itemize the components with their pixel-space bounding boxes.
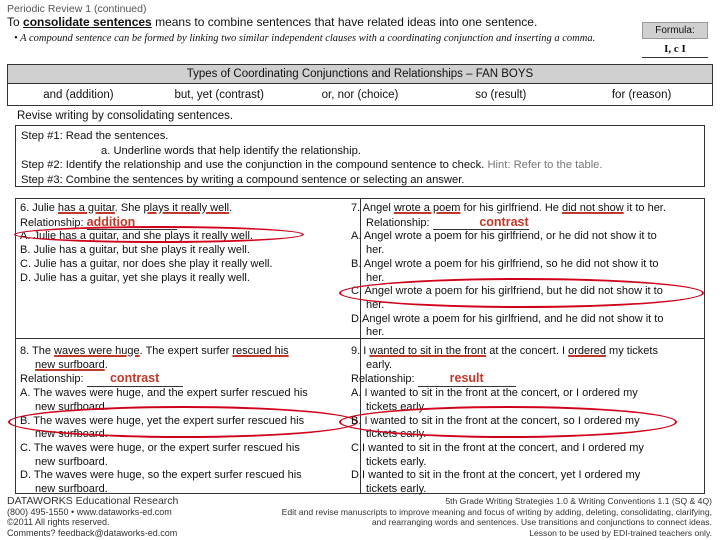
revise-label: Revise writing by consolidating sentences. <box>17 110 234 122</box>
formula-label: Formula: <box>642 22 708 39</box>
page-header: Periodic Review 1 (continued) <box>7 3 147 15</box>
option-c: C. The waves were huge, or the expert surfer rescued his <box>20 441 300 454</box>
answer-circle <box>14 226 304 243</box>
option-a: A. Angel wrote a poem for his girlfriend, or he did not show it to <box>351 230 657 243</box>
formula-box <box>642 22 708 58</box>
footer-standards: 5th Grade Writing Strategies 1.0 & Writing Conventions 1.1 (SQ & 4Q) Edit and revise manuscripts to improve meaning and focus of writing by adding, deleting, consolidating, clarifying, and rearranging words and sentences. Use transitions and conjunctions to connect ideas. Lesson to be used by EDI-trained teachers only. <box>240 496 712 538</box>
question-9: 9. I wanted to sit in the front at the concert. I ordered my tickets early. Relationship: result A. I wanted to sit in the front at the concert, or I ordered my tickets early. B. I wanted to sit in the front at the concert, so I ordered my tickets early. C.I wanted to sit in the front at the concert, and I ordered my tickets early. D.I wanted to sit in the front at the concert, yet I ordered my tickets early. <box>351 345 658 496</box>
step-1: Step #1: Read the sentences. <box>21 130 169 142</box>
fanboys-table-title: Types of Coordinating Conjunctions and Relationships – FAN BOYS <box>8 65 712 84</box>
question-6 <box>20 202 273 285</box>
option-a: A. The waves were huge, and the expert surfer rescued his <box>20 387 308 400</box>
fanboys-cell: but, yet (contrast) <box>174 89 264 101</box>
fanboys-cell: or, nor (choice) <box>321 89 399 101</box>
relationship-line: Relationship: addition <box>20 216 273 231</box>
step-2: Step #2: Identify the relationship and use the conjunction in the compound sentence to check. Hint: Refer to the table. <box>21 159 603 171</box>
option-d: D. Julie has a guitar, yet she plays it really well. <box>20 271 250 284</box>
option-d: D.Angel wrote a poem for his girlfriend, and he did not show it to <box>351 312 664 325</box>
answer-circle <box>339 278 704 308</box>
relationship-answer: result <box>418 372 516 387</box>
option-b: B. I wanted to sit in the front at the concert, so I ordered my <box>351 414 640 427</box>
compound-sentence-note: • A compound sentence can be formed by linking two similar independent clauses with a coordinating conjunction and inserting a comma. <box>14 33 596 44</box>
relationship-answer: contrast <box>87 372 183 387</box>
option-b: B. The waves were huge, yet the expert surfer rescued his <box>20 414 305 427</box>
question-8: 8. The waves were huge. The expert surfer rescued his new surfboard. Relationship: contrast A. The waves were huge, and the expert surfer rescued his new surfboard. B. The waves were huge, yet the expert surfer rescued his new surfboard. C. The waves were huge, or the expert surfer rescued his new surfboard. D. The waves were huge, so the expert surfer rescued his new surfboard. <box>20 345 308 496</box>
option-c: C. Angel wrote a poem for his girlfriend, but he did not show it to <box>351 285 663 298</box>
fanboys-cell: for (reason) <box>611 89 672 101</box>
option-c: C.I wanted to sit in the front at the concert, and I ordered my <box>351 441 644 454</box>
question-stem: 6. Julie has a guitar. She plays it really well. <box>20 202 233 214</box>
option-d: D. The waves were huge, so the expert surfer rescued his <box>20 469 302 482</box>
fanboys-cell: so (result) <box>475 89 527 101</box>
option-b: B. Julie has a guitar, but she plays it really well. <box>20 244 250 257</box>
answer-circle <box>339 406 677 438</box>
option-d: D.I wanted to sit in the front at the concert, yet I ordered my <box>351 469 641 482</box>
standard-title: 5th Grade Writing Strategies 1.0 & Writing Conventions 1.1 (SQ & 4Q) <box>445 496 712 506</box>
relationship-answer: contrast <box>433 216 529 231</box>
answer-circle <box>8 406 358 438</box>
step-3: Step #3: Combine the sentences by writing a compound sentence or selecting an answer. <box>21 173 465 186</box>
formula-value: I, c I <box>642 43 708 58</box>
question-stem: 8. The waves were huge. The expert surfer rescued his <box>20 345 289 357</box>
question-stem: 9. I wanted to sit in the front at the concert. I ordered my tickets <box>351 345 658 357</box>
fanboys-table-row <box>8 84 712 106</box>
fanboys-table <box>7 64 713 106</box>
option-a: A. Julie has a guitar, and she plays it really well. <box>20 230 253 243</box>
key-term: consolidate sentences <box>23 15 152 29</box>
option-b: B. Angel wrote a poem for his girlfriend, so he did not show it to <box>351 257 659 270</box>
questions-grid <box>15 198 705 494</box>
relationship-answer: addition <box>87 216 177 231</box>
footer-publisher: DATAWORKS Educational Research (800) 495-1550 • www.dataworks-ed.com ©2011 All rights reserved. Comments? feedback@dataworks-ed.com <box>7 495 179 538</box>
option-a: A. I wanted to sit in the front at the concert, or I ordered my <box>351 387 638 400</box>
question-7: 7. Angel wrote a poem for his girlfriend. He did not show it to her. Relationship: contrast A. Angel wrote a poem for his girlfriend, or he did not show it to her. B. Angel wrote a poem for his girlfriend, so he did not show it to her. C. Angel wrote a poem for his girlfriend, but he did not show it to her. D.Angel wrote a poem for his girlfriend, and he did not show it to her. <box>351 202 666 339</box>
relationship-line: Relationship: contrast <box>366 214 529 229</box>
relationship-line: Relationship: contrast <box>20 372 308 387</box>
intro-definition: To consolidate sentences means to combine sentences that have related ideas into one sentence. <box>7 15 538 29</box>
publisher-logo: DATAWORKS Educational Research <box>7 495 179 507</box>
option-c: C. Julie has a guitar, nor does she play it really well. <box>20 257 273 270</box>
steps-box <box>15 125 705 187</box>
step-2-hint: Hint: Refer to the table. <box>487 159 603 171</box>
question-stem: 7. Angel wrote a poem for his girlfriend. He did not show it to her. <box>351 202 666 214</box>
step-1a: a. Underline words that help identify the relationship. <box>101 144 361 157</box>
relationship-line: Relationship: result <box>351 372 658 387</box>
fanboys-cell: and (addition) <box>43 89 114 101</box>
